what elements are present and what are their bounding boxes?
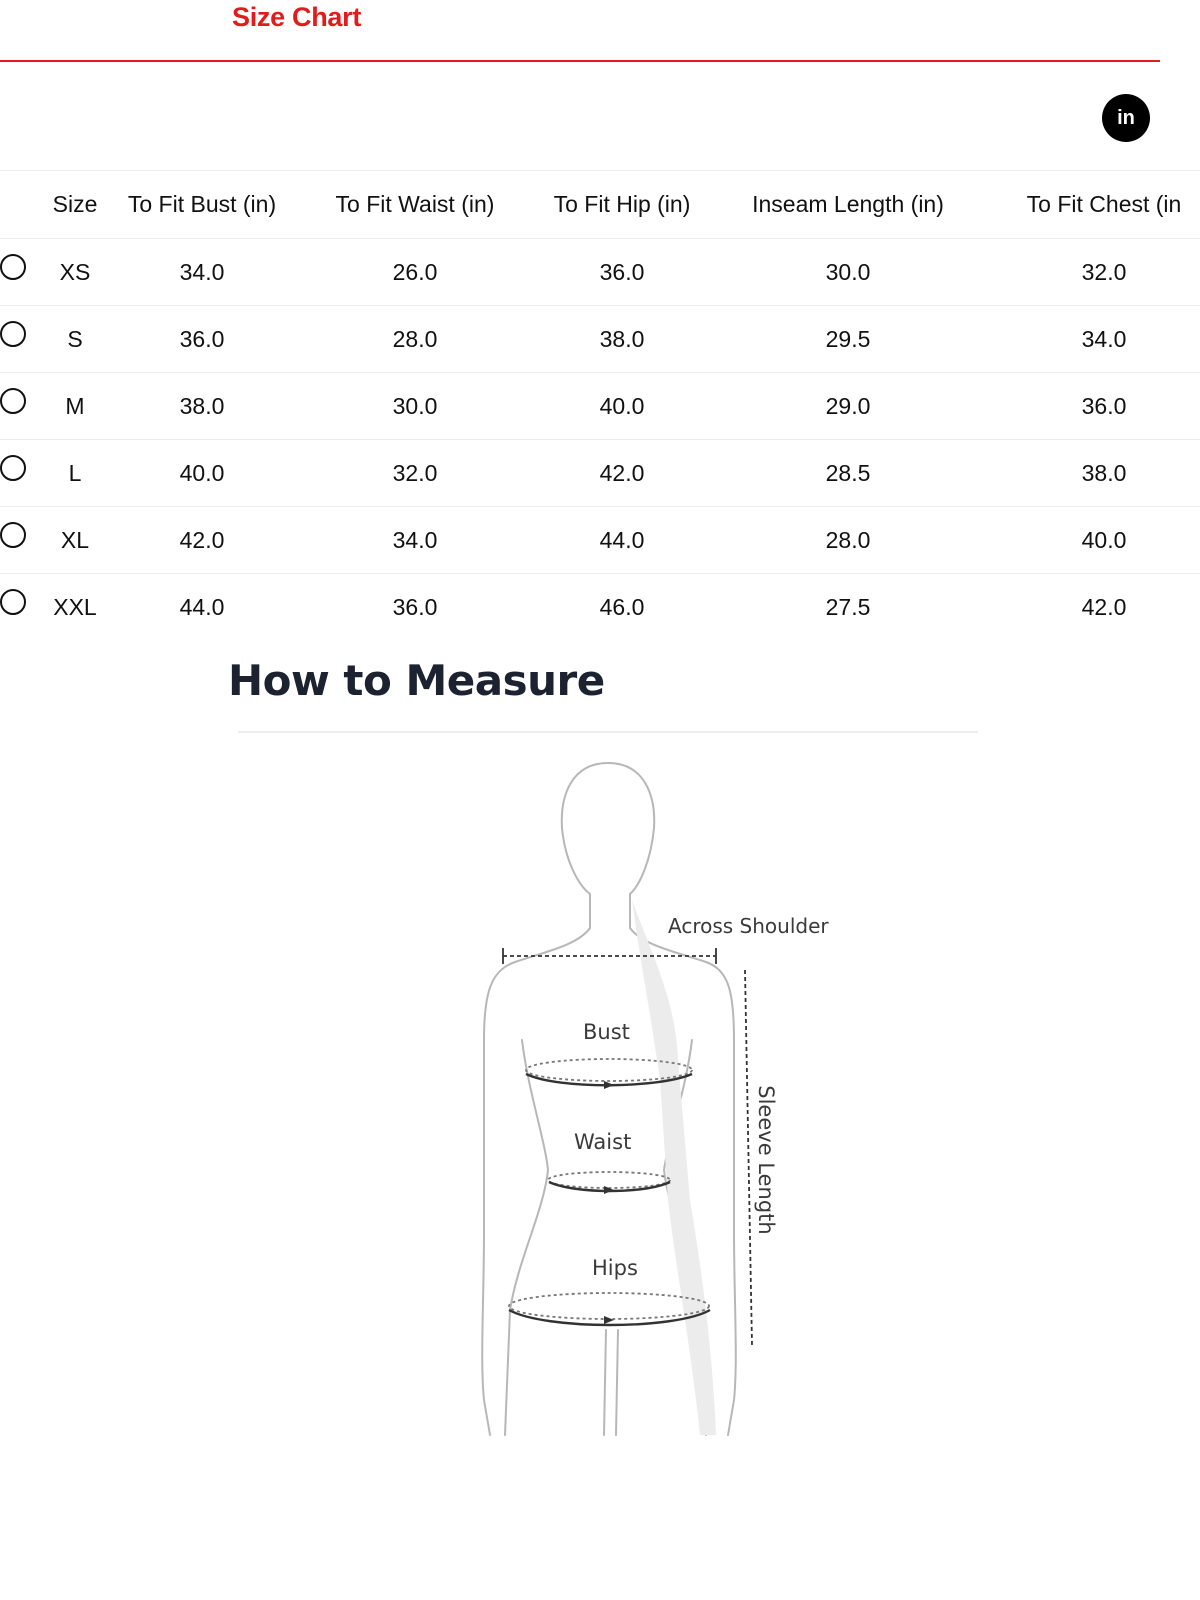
how-to-measure-title: How to Measure [228,656,605,705]
chest-cell: 32.0 [982,239,1200,306]
size-radio-button[interactable] [0,388,26,414]
hip-cell: 42.0 [530,440,714,507]
waist-cell: 30.0 [300,373,530,440]
waist-cell: 32.0 [300,440,530,507]
body-measurement-illustration [460,755,860,1445]
size-radio-button[interactable] [0,589,26,615]
waist-cell: 36.0 [300,574,530,641]
hip-cell: 40.0 [530,373,714,440]
size-cell: S [46,306,104,373]
table-header-row [0,171,1200,239]
column-header-inseam: Inseam Length (in) [752,191,944,217]
chest-cell: 38.0 [982,440,1200,507]
table-row[interactable] [0,373,1200,440]
hip-cell: 38.0 [530,306,714,373]
column-header-size: Size [52,191,98,217]
column-header-waist: To Fit Waist (in) [335,191,495,217]
chest-cell: 40.0 [982,507,1200,574]
size-radio-button[interactable] [0,254,26,280]
active-tab-underline [0,60,1160,62]
table-row[interactable] [0,574,1200,641]
bust-cell: 34.0 [104,239,300,306]
size-radio-button[interactable] [0,455,26,481]
table-row[interactable] [0,440,1200,507]
table-row[interactable] [0,306,1200,373]
bust-label: Bust [583,1020,630,1044]
waist-cell: 28.0 [300,306,530,373]
size-cell: XL [46,507,104,574]
size-radio-cell[interactable] [0,507,46,574]
size-radio-cell[interactable] [0,239,46,306]
size-radio-button[interactable] [0,321,26,347]
tab-size-chart[interactable]: Size Chart [232,2,362,32]
across-shoulder-label: Across Shoulder [668,914,829,938]
hip-cell: 36.0 [530,239,714,306]
inseam-cell: 28.5 [714,440,982,507]
size-radio-cell[interactable] [0,574,46,641]
waist-cell: 26.0 [300,239,530,306]
waist-cell: 34.0 [300,507,530,574]
chest-cell: 36.0 [982,373,1200,440]
unit-toggle-inches[interactable]: in [1102,94,1150,142]
hip-cell: 44.0 [530,507,714,574]
column-header-hip: To Fit Hip (in) [553,191,691,217]
size-cell: XS [46,239,104,306]
bust-cell: 36.0 [104,306,300,373]
size-cell: XXL [46,574,104,641]
bust-cell: 42.0 [104,507,300,574]
column-header-chest: To Fit Chest (in [1026,191,1182,217]
column-header-bust: To Fit Bust (in) [127,191,277,217]
waist-label: Waist [574,1130,632,1154]
bust-cell: 44.0 [104,574,300,641]
size-radio-cell[interactable] [0,373,46,440]
hip-cell: 46.0 [530,574,714,641]
bust-cell: 40.0 [104,440,300,507]
size-cell: M [46,373,104,440]
chest-cell: 42.0 [982,574,1200,641]
bust-cell: 38.0 [104,373,300,440]
inseam-cell: 29.5 [714,306,982,373]
inseam-cell: 27.5 [714,574,982,641]
inseam-cell: 30.0 [714,239,982,306]
hips-label: Hips [592,1256,638,1280]
chest-cell: 34.0 [982,306,1200,373]
size-chart-table [0,171,1200,640]
table-row[interactable] [0,507,1200,574]
size-radio-button[interactable] [0,522,26,548]
inseam-cell: 29.0 [714,373,982,440]
sleeve-length-label: Sleeve Length [754,1085,778,1235]
table-row[interactable] [0,239,1200,306]
size-radio-cell[interactable] [0,440,46,507]
inseam-cell: 28.0 [714,507,982,574]
how-to-measure-divider [238,731,978,733]
size-radio-cell[interactable] [0,306,46,373]
size-cell: L [46,440,104,507]
radio-header [0,171,46,239]
